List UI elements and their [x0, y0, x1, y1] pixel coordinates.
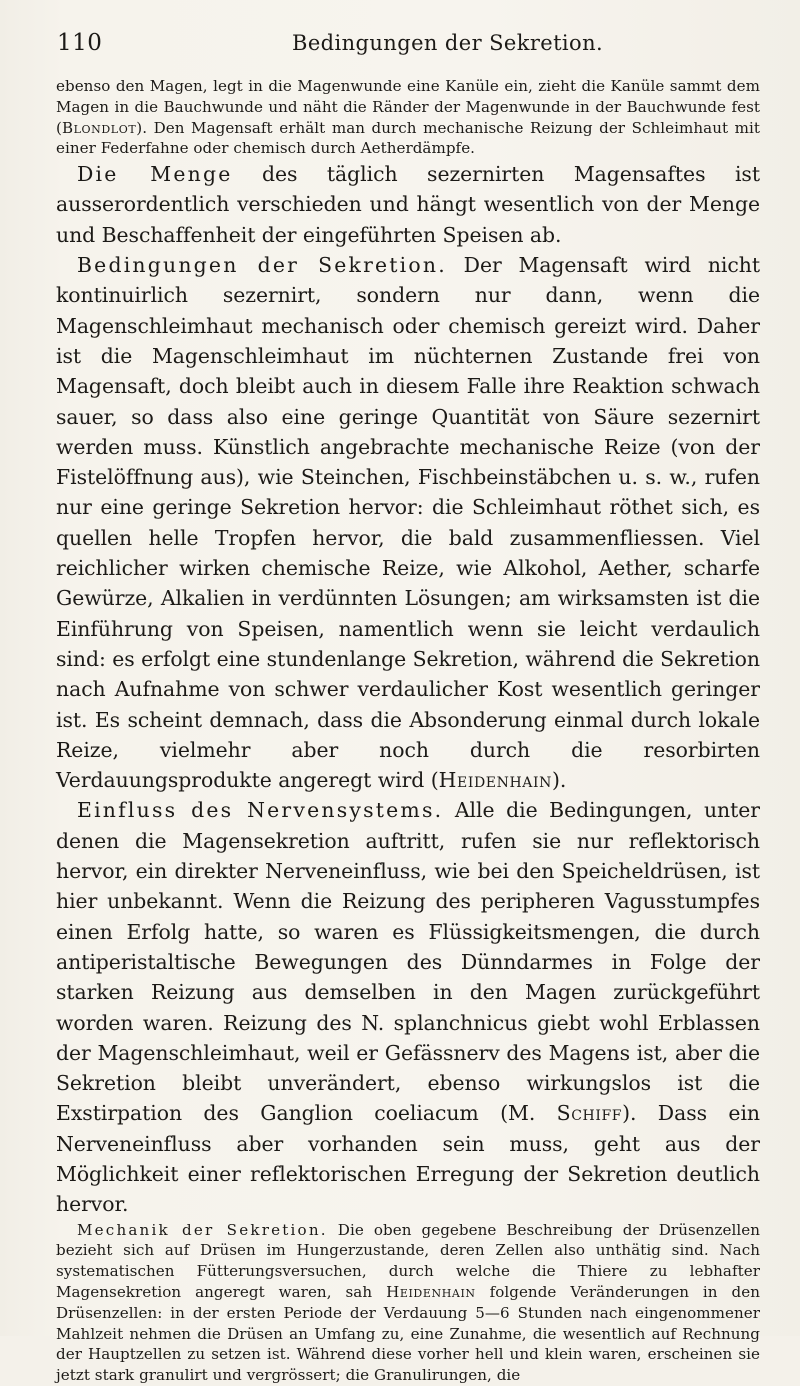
page-number: 110: [57, 30, 103, 56]
section-lead: Bedingungen der Sekretion.: [77, 253, 447, 278]
paragraph-bedingungen: Bedingungen der Sekretion. Der Magensaft wird nicht kontinuirlich sezernirt, sondern nur dann, wenn die Magenschleimhaut mechanisch oder chemisch gereizt wird. Daher ist die Magenschleimhaut im nüchternen Zustande frei von Magensaft, doch bleibt auch in diesem Falle ihre Reaktion schwach sauer, so dass also eine geringe Quantität von Säure sezernirt werden muss. Künstlich angebrachte mechanische Reize (von der Fistelöffnung aus), wie Steinchen, Fischbeinstäbchen u. s. w., rufen nur eine geringe Sekretion hervor: die Schleimhaut röthet sich, es quellen helle Tropfen hervor, die bald zusammenfliessen. Viel reichlicher wirken chemische Reize, wie Alkohol, Aether, scharfe Gewürze, Alkalien in verdünnten Lösungen; am wirksamsten ist die Einführung von Speisen, namentlich wenn sie leicht verdaulich sind: es erfolgt eine stundenlange Sekretion, während die Sekretion nach Aufnahme von schwer verdaulicher Kost wesentlich geringer ist. Es scheint demnach, dass die Absonderung einmal durch lokale Reize, vielmehr aber noch durch die resorbirten Verdauungsprodukte angeregt wird (Heidenhain).: [56, 253, 760, 793]
author-name: Heidenhain: [438, 768, 552, 793]
page-header: [57, 30, 766, 58]
section-lead: Die Menge: [77, 162, 233, 187]
paragraph-mechanik: Mechanik der Sekretion. Die oben gegebene Beschreibung der Drüsenzellen bezieht sich auf Drüsen im Hungerzustande, deren Zellen also unthätig sind. Nach systematischen Fütterungsversuchen, durch welche die Thiere zu lebhafter Magensekretion angeregt waren, sah Heidenhain folgende Veränderungen in den Drüsenzellen: in der ersten Periode der Verdauung 5—6 Stunden nach eingenommener Mahlzeit nehmen die Drüsen an Umfang zu, eine Zunahme, die wesentlich auf Rechnung der Hauptzellen zu setzen ist. Während diese vorher hell und klein waren, erscheinen sie jetzt stark granulirt und vergrössert; die Granulirungen, die: [56, 1220, 761, 1385]
running-title: Bedingungen der Sekretion.: [292, 31, 604, 55]
author-name: Schiff: [556, 1101, 623, 1126]
paragraph-continuation: ebenso den Magen, legt in die Magenwunde eine Kanüle ein, zieht die Kanüle sammt dem Magen in die Bauchwunde und näht die Ränder der Magenwunde in der Bauchwunde fest (Blondlot). Den Magensaft erhält man durch mechanische Reizung der Schleimhaut mit einer Federfahne oder chemisch durch Aetherdämpfe.: [56, 77, 760, 158]
author-name: Heidenhain: [386, 1282, 476, 1301]
author-name: Blondlot: [61, 118, 137, 137]
text-body: [56, 76, 760, 1386]
paragraph-nervensystem: Einfluss des Nervensystems. Alle die Bedingungen, unter denen die Magensekretion auftritt, rufen sie nur reflektorisch hervor, ein direkter Nerveneinfluss, wie bei den Speicheldrüsen, ist hier unbekannt. Wenn die Reizung des peripheren Vagusstumpfes einen Erfolg hatte, so waren es Flüssigkeitsmengen, die durch antiperistaltische Bewegungen des Dünndarmes in Folge der starken Reizung aus demselben in den Magen zurückgeführt worden waren. Reizung des N. splanchnicus giebt wohl Erblassen der Magenschleimhaut, weil er Gefässnerv des Magens ist, aber die Sekretion bleibt unverändert, ebenso wirkungslos ist die Exstirpation des Ganglion coeliacum (M. Schiff). Dass ein Nerveneinfluss aber vorhanden sein muss, geht aus der Möglichkeit einer reflektorischen Erregung der Sekretion deutlich hervor.: [56, 798, 760, 1217]
section-lead: Mechanik der Sekretion.: [77, 1220, 328, 1239]
section-lead: Einfluss des Nervensystems.: [77, 798, 444, 823]
paragraph-menge: Die Menge des täglich sezernirten Magensaftes ist ausserordentlich verschieden und hängt wesentlich von der Menge und Beschaffenheit der eingeführten Speisen ab.: [56, 162, 760, 247]
